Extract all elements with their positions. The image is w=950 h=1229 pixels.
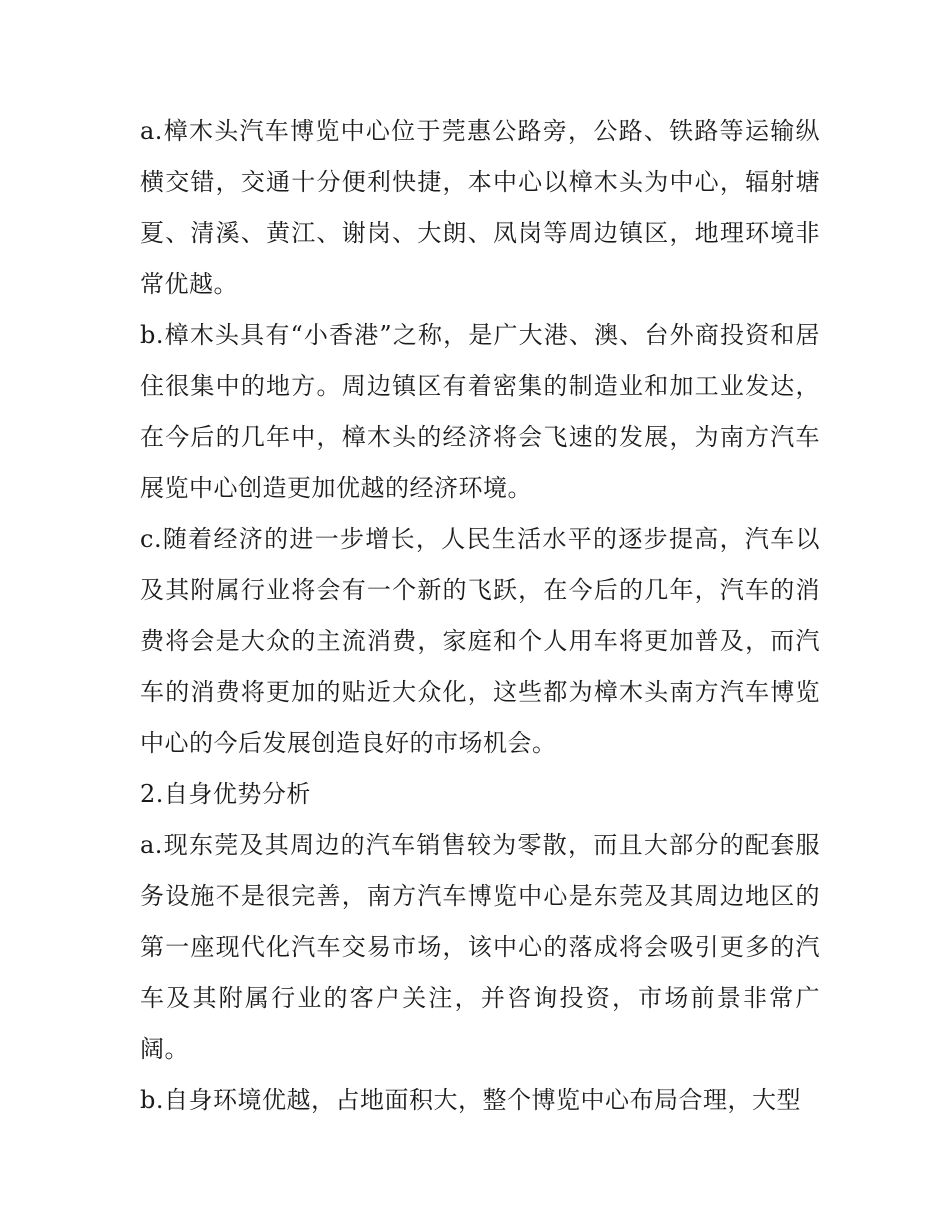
paragraph-economic-growth: c.随着经济的进一步增长，人民生活水平的逐步提高，汽车以及其附属行业将会有一个新的飞跃，在今后的几年，汽车的消费将会是大众的主流消费，家庭和个人用车将更加普及，而汽车的消费将更加的贴近大众化，这些都为樟木头南方汽车博览中心的今后发展创造良好的市场机会。 xyxy=(140,525,820,757)
paragraph-little-hongkong: b.樟木头具有“小香港”之称，是广大港、澳、台外商投资和居住很集中的地方。周边镇区有着密集的制造业和加工业发达，在今后的几年中，樟木头的经济将会飞速的发展，为南方汽车展览中心创造更加优越的经济环境。 xyxy=(140,321,820,502)
paragraph-market-prospect: a.现东莞及其周边的汽车销售较为零散，而且大部分的配套服务设施不是很完善，南方汽车博览中心是东莞及其周边地区的第一座现代化汽车交易市场，该中心的落成将会吸引更多的汽车及其附属行业的客户关注，并咨询投资，市场前景非常广阔。 xyxy=(140,831,820,1063)
paragraph-environment: b.自身环境优越，占地面积大，整个博览中心布局合理，大型 xyxy=(140,1086,801,1114)
section-heading-own-advantages: 2.自身优势分析 xyxy=(140,780,311,808)
document-body xyxy=(140,106,820,1126)
paragraph-location-advantage: a.樟木头汽车博览中心位于莞惠公路旁，公路、铁路等运输纵横交错，交通十分便利快捷，本中心以樟木头为中心，辐射塘夏、清溪、黄江、谢岗、大朗、凤岗等周边镇区，地理环境非常优越。 xyxy=(140,117,820,298)
